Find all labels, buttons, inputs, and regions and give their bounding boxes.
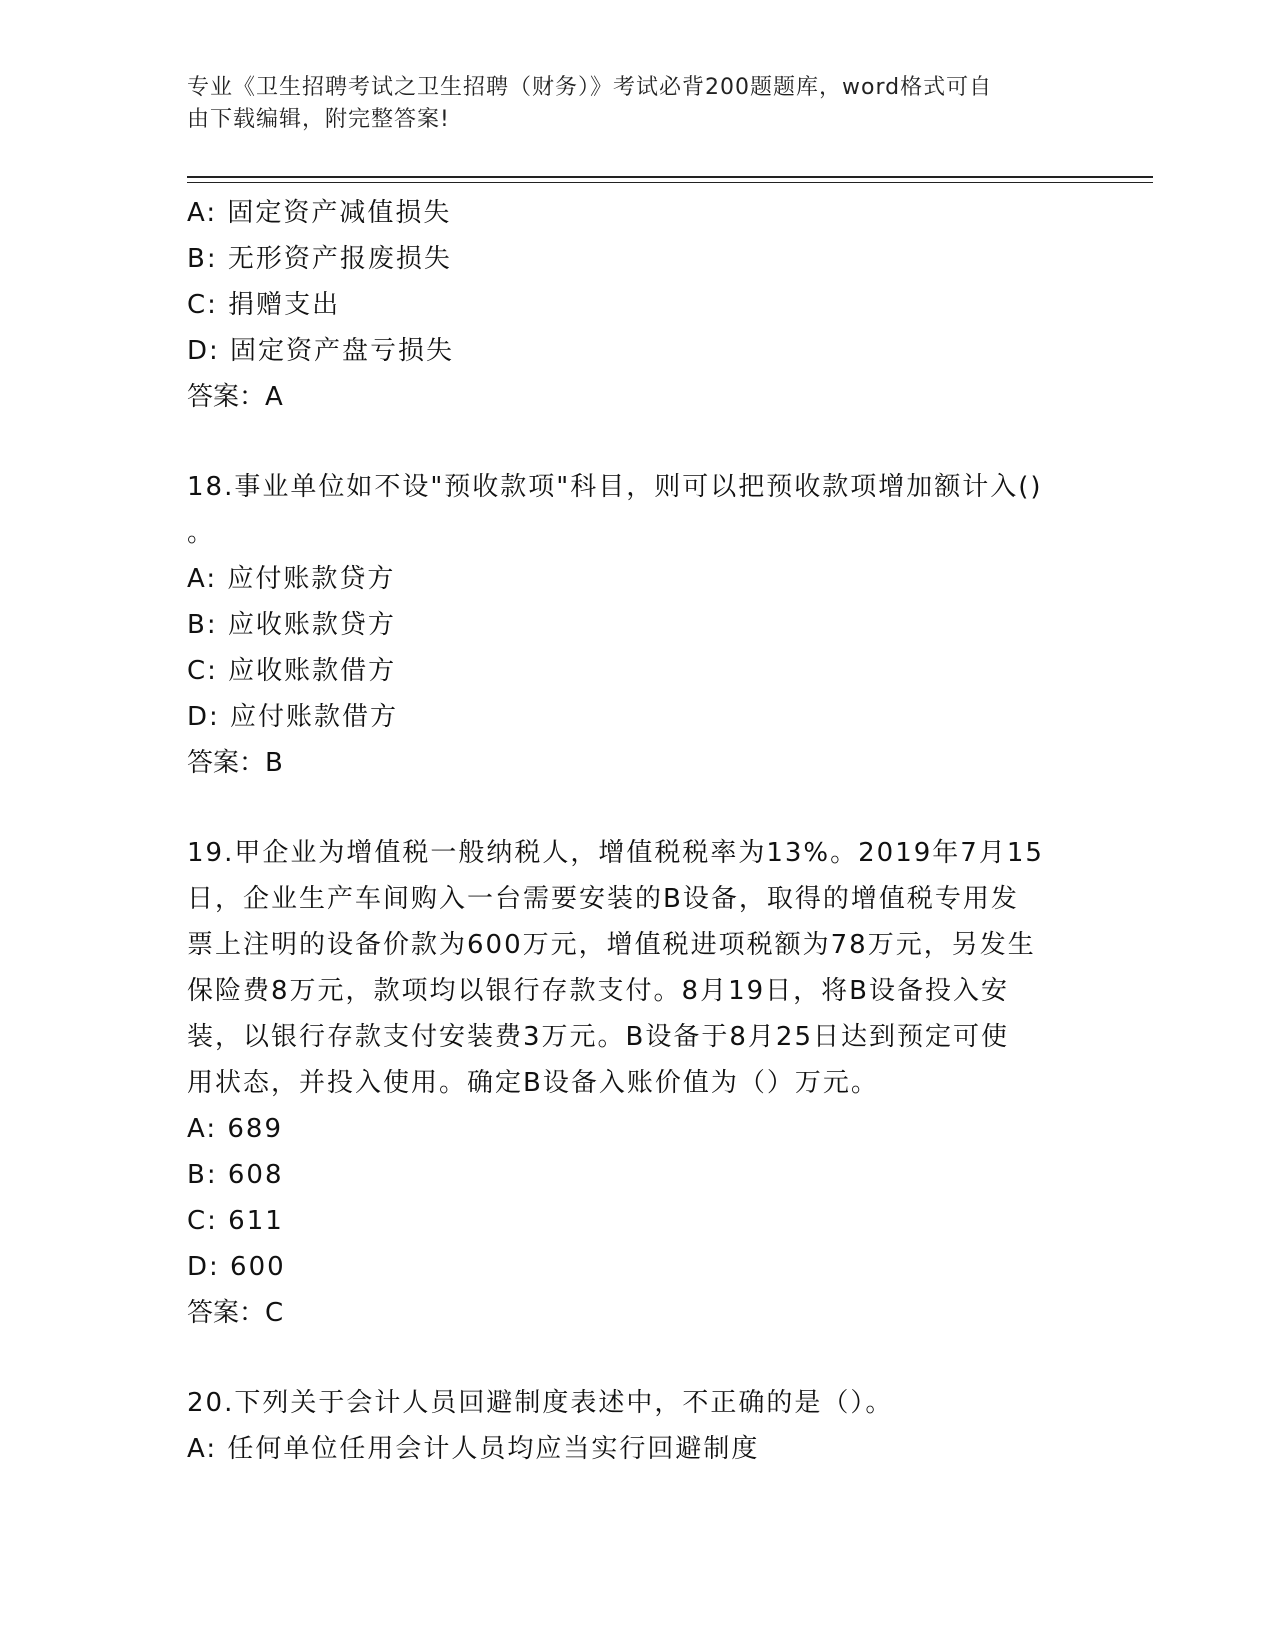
question-text-line: 装，以银行存款支付安装费3万元。B设备于8月25日达到预定可使: [187, 1022, 1010, 1052]
header-divider-thin: [187, 182, 1153, 183]
option-c: C: 捐赠支出: [187, 290, 341, 320]
question-19: [187, 830, 1087, 1336]
option-a: A: 任何单位任用会计人员均应当实行回避制度: [187, 1434, 760, 1464]
question-text-line: 票上注明的设备价款为600万元，增值税进项税额为78万元，另发生: [187, 930, 1036, 960]
option-a: A: 689: [187, 1114, 283, 1144]
answer-line: 答案：B: [187, 748, 283, 778]
spacer: [187, 1336, 1087, 1380]
question-list: [187, 190, 1087, 1472]
question-text-line: 。: [187, 518, 216, 548]
question-text-line: 20.下列关于会计人员回避制度表述中，不正确的是（）。: [187, 1388, 894, 1418]
option-a: A: 应付账款贷方: [187, 564, 396, 594]
answer-line: 答案：C: [187, 1298, 284, 1328]
spacer: [187, 786, 1087, 830]
header-line-2: 由下载编辑，附完整答案!: [187, 107, 450, 132]
option-d: D: 600: [187, 1252, 286, 1282]
option-d: D: 固定资产盘亏损失: [187, 336, 455, 366]
question-18: [187, 464, 1087, 786]
header-divider-thick: [187, 176, 1153, 178]
option-b: B: 608: [187, 1160, 284, 1190]
option-c: C: 应收账款借方: [187, 656, 397, 686]
option-b: B: 无形资产报废损失: [187, 244, 452, 274]
spacer: [187, 420, 1087, 464]
header-line-1: 专业《卫生招聘考试之卫生招聘（财务）》考试必背200题题库，word格式可自: [187, 75, 993, 100]
option-c: C: 611: [187, 1206, 284, 1236]
question-20: [187, 1380, 1087, 1472]
question-17: [187, 190, 1087, 420]
question-text-line: 保险费8万元，款项均以银行存款支付。8月19日，将B设备投入安: [187, 976, 1010, 1006]
option-d: D: 应付账款借方: [187, 702, 399, 732]
option-a: A: 固定资产减值损失: [187, 198, 452, 228]
option-b: B: 应收账款贷方: [187, 610, 396, 640]
document-header: [187, 72, 1067, 136]
question-text-line: 日，企业生产车间购入一台需要安装的B设备，取得的增值税专用发: [187, 884, 1019, 914]
answer-line: 答案：A: [187, 382, 283, 412]
question-text-line: 18.事业单位如不设"预收款项"科目，则可以把预收款项增加额计入(): [187, 472, 1043, 502]
question-text-line: 19.甲企业为增值税一般纳税人，增值税税率为13%。2019年7月15: [187, 838, 1044, 868]
question-text-line: 用状态，并投入使用。确定B设备入账价值为（）万元。: [187, 1068, 879, 1098]
